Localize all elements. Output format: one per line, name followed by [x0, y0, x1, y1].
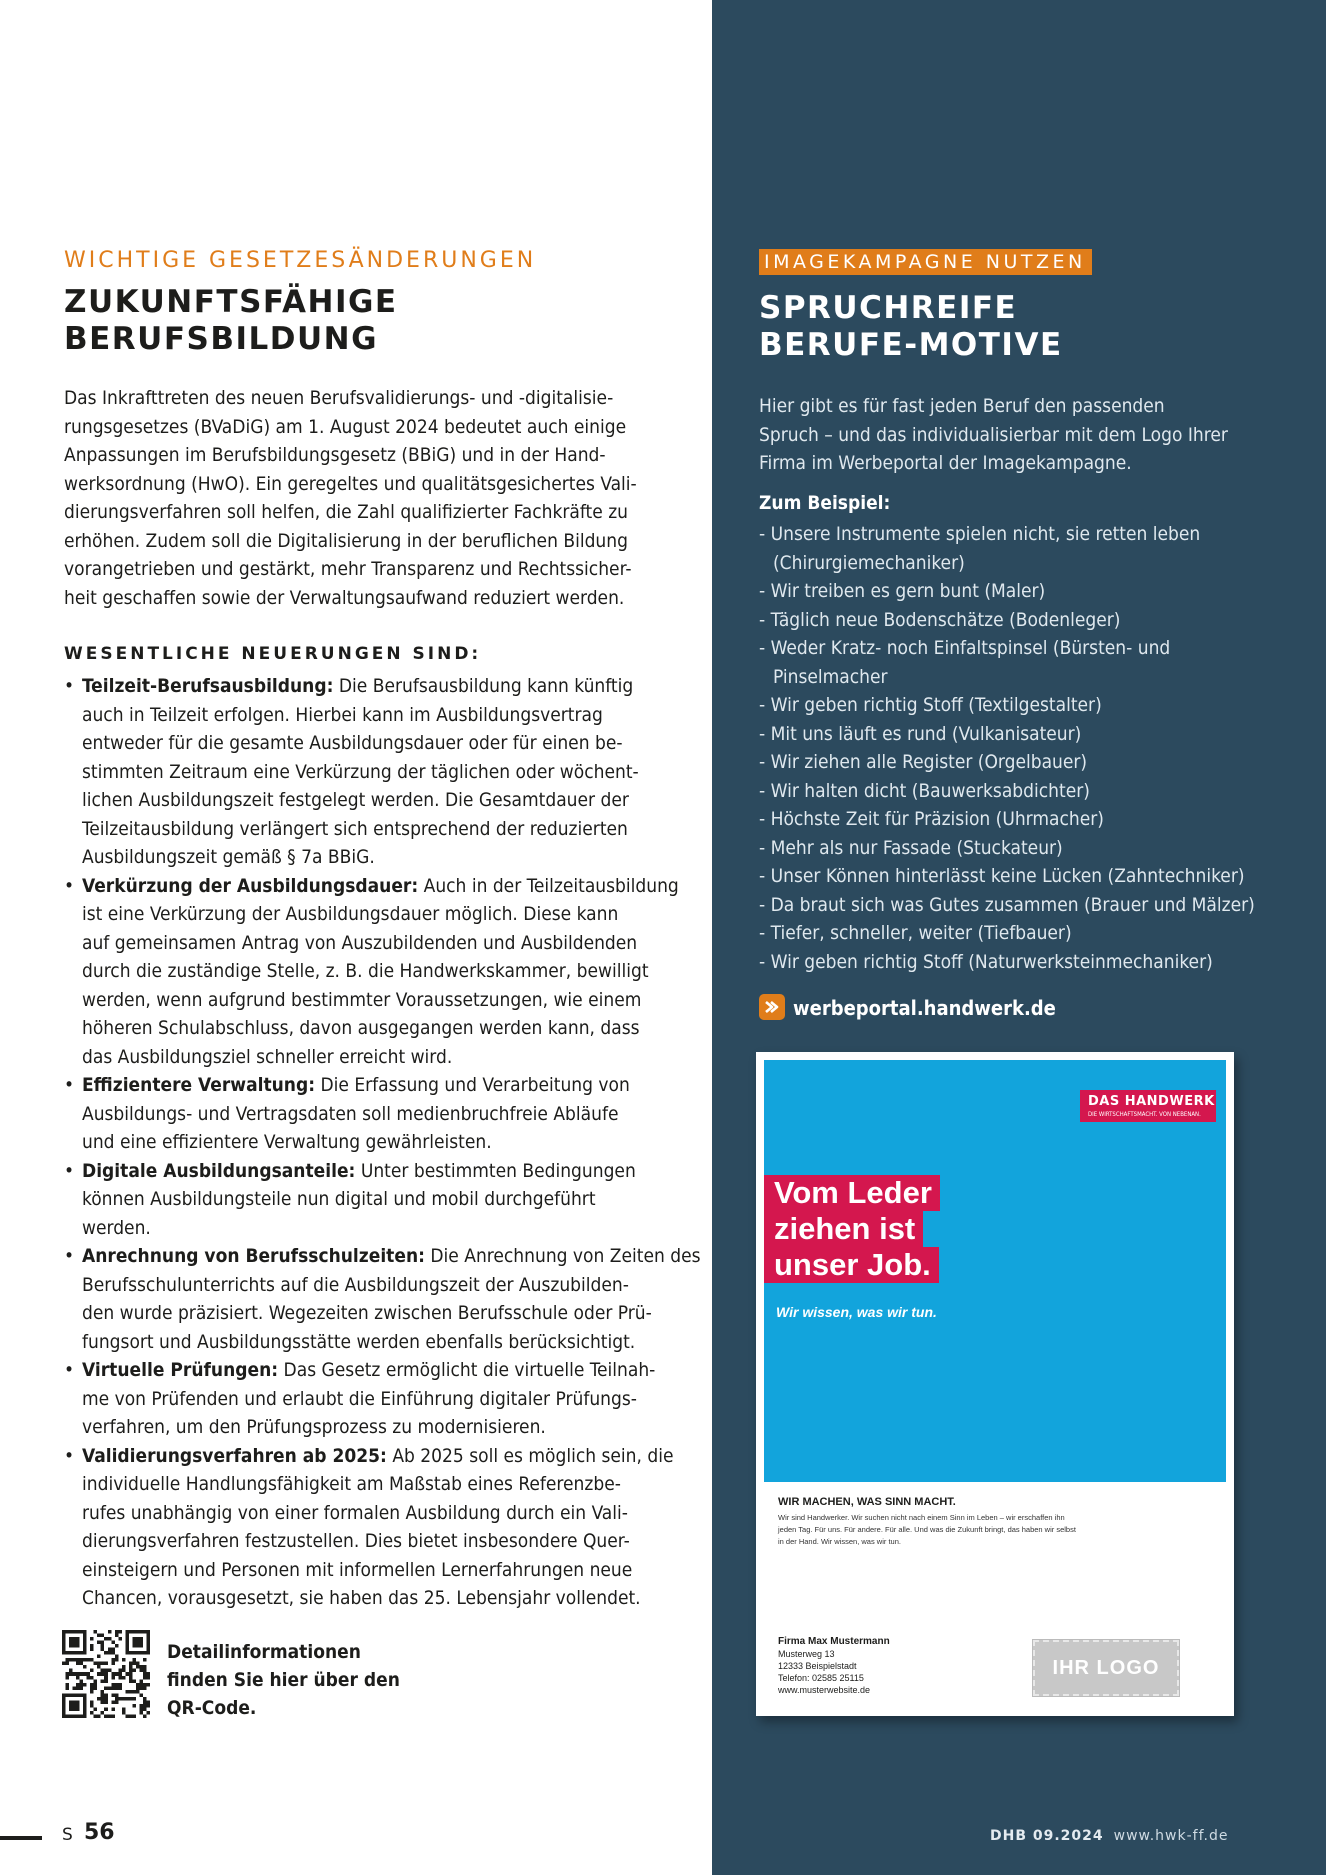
- list-item-term: Virtuelle Prüfungen:: [82, 1359, 279, 1381]
- poster-headline: [764, 1175, 940, 1283]
- text-line: vorangetrieben und gestärkt, mehr Transparenz und Rechtssicher-: [64, 558, 632, 580]
- text-line: rufes unabhängig von einer formalen Ausbildung durch ein Vali-: [82, 1501, 628, 1524]
- list-item-text: Die Berufsausbildung kann künftig: [333, 675, 634, 697]
- text-line: auf gemeinsamen Antrag von Auszubildenden und Ausbildenden: [82, 931, 638, 954]
- left-intro-paragraph: [64, 384, 664, 612]
- example-item: [759, 919, 1255, 948]
- example-text: - Weder Kratz- noch Einfaltspinsel (Bürsten- und: [759, 637, 1171, 659]
- page-prefix: S: [62, 1825, 73, 1845]
- example-text: - Tiefer, schneller, weiter (Tiefbauer): [759, 922, 1072, 944]
- text-line: [82, 1157, 674, 1186]
- text-line: lichen Ausbildungszeit festgelegt werden. Die Gesamtdauer der: [82, 789, 629, 811]
- left-subheading: WESENTLICHE NEUERUNGEN SIND:: [64, 644, 482, 664]
- text-line: [82, 1442, 674, 1471]
- list-item: [64, 672, 674, 872]
- text-line: fungsort und Ausbildungsstätte werden ebenfalls berücksichtigt.: [82, 1330, 636, 1353]
- logo-text: DAS HANDWERK: [1088, 1094, 1215, 1109]
- text-line: Wir sind Handwerker. Wir suchen nicht nach einem Sinn im Leben – wir erschaffen ihn: [778, 1513, 1065, 1522]
- text-line: Ausbildungs- und Vertragsdaten soll medienbruchfreie Abläufe: [82, 1102, 619, 1125]
- list-item-text: Das Gesetz ermöglicht die virtuelle Teilnah-: [278, 1359, 656, 1381]
- example-text-continued: Pinselmacher: [773, 665, 888, 688]
- example-item: [759, 805, 1255, 834]
- text-line: den wurde präzisiert. Wegezeiten zwischen Berufsschule oder Prü-: [82, 1302, 652, 1324]
- left-title: [64, 284, 398, 358]
- changes-list: [64, 672, 701, 1613]
- text-line: dierungsverfahren soll helfen, die Zahl qualifizierter Fachkräfte zu: [64, 501, 629, 523]
- example-item: [759, 634, 1255, 691]
- list-item-text: Die Erfassung und Verarbeitung von: [315, 1074, 630, 1096]
- example-text: - Höchste Zeit für Präzision (Uhrmacher): [759, 808, 1104, 830]
- text-line: erhöhen. Zudem soll die Digitalisierung in der beruflichen Bildung: [64, 529, 628, 552]
- text-line: [82, 1071, 674, 1100]
- list-item-text: Ab 2025 soll es möglich sein, die: [386, 1444, 674, 1467]
- examples-list: [759, 520, 1255, 976]
- poster-company-address: [778, 1636, 890, 1696]
- example-text: - Da braut sich was Gutes zusammen (Brauer und Mälzer): [759, 893, 1255, 916]
- example-text: - Wir treiben es gern bunt (Maler): [759, 580, 1046, 602]
- example-text: - Unsere Instrumente spielen nicht, sie retten leben: [759, 523, 1201, 545]
- logo-placeholder: IHR LOGO: [1033, 1640, 1179, 1696]
- text-line: werden, wenn aufgrund bestimmter Voraussetzungen, wie einem: [82, 988, 642, 1011]
- text-line: Teilzeitausbildung verlängert sich entsprechend der reduzierten: [82, 817, 628, 840]
- link-text[interactable]: werbeportal.handwerk.de: [793, 996, 1056, 1020]
- company-phone: Telefon: 02585 25115: [778, 1673, 864, 1683]
- text-line: rungsgesetzes (BVaDiG) am 1. August 2024 bedeutet auch einige: [64, 415, 627, 438]
- text-line: einsteigern und Personen mit informellen Lernerfahrungen neue: [82, 1558, 633, 1581]
- right-kicker: IMAGEKAMPAGNE NUTZEN: [759, 249, 1092, 275]
- text-line: Hier gibt es für fast jeden Beruf den passenden: [759, 395, 1165, 417]
- list-item: [64, 1356, 674, 1442]
- company-street: Musterweg 13: [778, 1649, 835, 1659]
- text-line: QR-Code.: [167, 1697, 257, 1719]
- text-line: [82, 672, 674, 701]
- example-text: - Wir geben richtig Stoff (Textilgestalter): [759, 694, 1102, 716]
- list-item: [64, 1242, 701, 1356]
- text-line: individuelle Handlungsfähigkeit am Maßstab eines Referenzbe-: [82, 1473, 621, 1495]
- text-line: und eine effizientere Verwaltung gewährleisten.: [82, 1131, 492, 1153]
- company-web: www.musterwebsite.de: [778, 1685, 871, 1695]
- headline-line: ziehen ist: [764, 1211, 923, 1247]
- headline-line: Vom Leder: [764, 1175, 940, 1211]
- text-line: Spruch – und das individualisierbar mit dem Logo Ihrer: [759, 423, 1228, 446]
- text-line: jeden Tag. Für uns. Für andere. Für alle. Und was die Zukunft bringt, das haben wir selbst: [778, 1525, 1076, 1534]
- issue-label: DHB 09.2024: [990, 1828, 1104, 1844]
- text-line: heit geschaffen sowie der Verwaltungsaufwand reduziert werden.: [64, 586, 625, 609]
- text-line: können Ausbildungsteile nun digital und mobil durchgeführt: [82, 1188, 596, 1210]
- poster-body: [778, 1512, 1076, 1548]
- text-line: [82, 1242, 701, 1271]
- example-text: - Mehr als nur Fassade (Stuckateur): [759, 836, 1063, 859]
- left-title-line: ZUKUNFTSFÄHIGE: [64, 284, 398, 320]
- text-line: [82, 872, 679, 901]
- list-item-term: Digitale Ausbildungsanteile:: [82, 1159, 356, 1182]
- text-line: das Ausbildungsziel schneller erreicht wird.: [82, 1045, 453, 1068]
- example-item: [759, 862, 1255, 891]
- example-item: [759, 834, 1255, 863]
- text-line: Berufsschulunterrichts auf die Ausbildungszeit der Auszubilden-: [82, 1273, 629, 1296]
- list-item-term: Effizientere Verwaltung:: [82, 1074, 316, 1096]
- arrow-link-icon: [759, 994, 785, 1020]
- poster-subline: Wir wissen, was wir tun.: [776, 1304, 937, 1320]
- page-number: 56: [84, 1820, 115, 1845]
- text-line: me von Prüfenden und erlaubt die Einführung digitaler Prüfungs-: [82, 1387, 637, 1410]
- text-line: dierungsverfahren festzustellen. Dies bietet insbesondere Quer-: [82, 1530, 630, 1552]
- footer-url: www.hwk-ff.de: [1113, 1828, 1229, 1844]
- page-marker-bar: [0, 1836, 42, 1840]
- qr-caption: [167, 1638, 400, 1722]
- company-city: 12333 Beispielstadt: [778, 1661, 857, 1671]
- list-item: [64, 872, 679, 1072]
- list-item-term: Verkürzung der Ausbildungsdauer:: [82, 874, 419, 897]
- text-line: Detailinformationen: [167, 1641, 361, 1663]
- example-item: [759, 748, 1255, 777]
- example-text: - Täglich neue Bodenschätze (Bodenleger): [759, 608, 1121, 631]
- text-line: stimmten Zeitraum eine Verkürzung der täglichen oder wöchent-: [82, 760, 639, 783]
- right-title-line: BERUFE-MOTIVE: [759, 327, 1063, 363]
- headline-line: unser Job.: [764, 1247, 939, 1283]
- werbeportal-link[interactable]: [759, 994, 1056, 1020]
- text-line: werksordnung (HwO). Ein geregeltes und qualitätsgesichertes Vali-: [64, 472, 637, 495]
- list-item-term: Teilzeit-Berufsausbildung:: [82, 675, 334, 697]
- list-item: [64, 1157, 674, 1243]
- qr-code[interactable]: [62, 1630, 150, 1718]
- example-text: - Wir halten dicht (Bauwerksabdichter): [759, 779, 1090, 802]
- text-line: Anpassungen im Berufsbildungsgesetz (BBiG) und in der Hand-: [64, 444, 606, 466]
- text-line: auch in Teilzeit erfolgen. Hierbei kann im Ausbildungsvertrag: [82, 703, 603, 726]
- poster-image-area: [764, 1060, 1226, 1482]
- text-line: ist eine Verkürzung der Ausbildungsdauer möglich. Diese kann: [82, 903, 619, 925]
- text-line: Das Inkrafttreten des neuen Berufsvalidierungs- und -digitalisie-: [64, 387, 614, 409]
- example-item: [759, 606, 1255, 635]
- text-line: in der Hand. Wir wissen, was wir tun.: [778, 1537, 901, 1546]
- right-title-line: SPRUCHREIFE: [759, 290, 1018, 326]
- example-item: [759, 891, 1255, 920]
- text-line: Chancen, vorausgesetzt, sie haben das 25. Lebensjahr vollendet.: [82, 1587, 641, 1609]
- text-line: verfahren, um den Prüfungsprozess zu modernisieren.: [82, 1416, 546, 1438]
- list-item-text: Die Anrechnung von Zeiten des: [424, 1245, 701, 1267]
- example-item: [759, 777, 1255, 806]
- example-item: [759, 948, 1255, 977]
- right-title: [759, 290, 1063, 364]
- example-item: [759, 577, 1255, 606]
- example-text-continued: (Chirurgiemechaniker): [773, 551, 965, 574]
- text-line: Firma im Werbeportal der Imagekampagne.: [759, 452, 1132, 474]
- logo-subtext: DIE WIRTSCHAFTSMACHT. VON NEBENAN.: [1088, 1111, 1201, 1118]
- list-item-text: Unter bestimmten Bedingungen: [355, 1159, 636, 1182]
- campaign-poster: [756, 1052, 1234, 1716]
- text-line: durch die zuständige Stelle, z. B. die Handwerkskammer, bewilligt: [82, 960, 649, 982]
- text-line: finden Sie hier über den: [167, 1669, 400, 1691]
- list-item: [64, 1442, 674, 1613]
- text-line: entweder für die gesamte Ausbildungsdauer oder für einen be-: [82, 732, 623, 754]
- example-text: - Wir geben richtig Stoff (Naturwerksteinmechaniker): [759, 950, 1213, 973]
- list-item-term: Anrechnung von Berufsschulzeiten:: [82, 1245, 425, 1267]
- example-item: [759, 691, 1255, 720]
- left-kicker: WICHTIGE GESETZESÄNDERUNGEN: [64, 248, 537, 273]
- text-line: [82, 1356, 674, 1385]
- example-text: - Wir ziehen alle Register (Orgelbauer): [759, 751, 1088, 773]
- left-title-line: BERUFSBILDUNG: [64, 321, 379, 357]
- example-item: [759, 520, 1255, 577]
- list-item-text: Auch in der Teilzeitausbildung: [418, 874, 679, 897]
- list-item: [64, 1071, 674, 1157]
- example-item: [759, 720, 1255, 749]
- list-item-term: Validierungsverfahren ab 2025:: [82, 1444, 387, 1467]
- company-name: Firma Max Mustermann: [778, 1636, 890, 1647]
- examples-label: Zum Beispiel:: [759, 492, 891, 514]
- text-line: Ausbildungszeit gemäß § 7a BBiG.: [82, 846, 375, 868]
- text-line: werden.: [82, 1216, 151, 1239]
- right-intro-paragraph: [759, 392, 1228, 478]
- handwerk-logo: [1080, 1090, 1216, 1122]
- poster-tagline: WIR MACHEN, WAS SINN MACHT.: [778, 1496, 956, 1508]
- example-text: - Mit uns läuft es rund (Vulkanisateur): [759, 722, 1082, 745]
- text-line: höheren Schulabschluss, davon ausgegangen werden kann, dass: [82, 1017, 640, 1039]
- page-footer: [990, 1828, 1228, 1844]
- example-text: - Unser Können hinterlässt keine Lücken (Zahntechniker): [759, 865, 1245, 887]
